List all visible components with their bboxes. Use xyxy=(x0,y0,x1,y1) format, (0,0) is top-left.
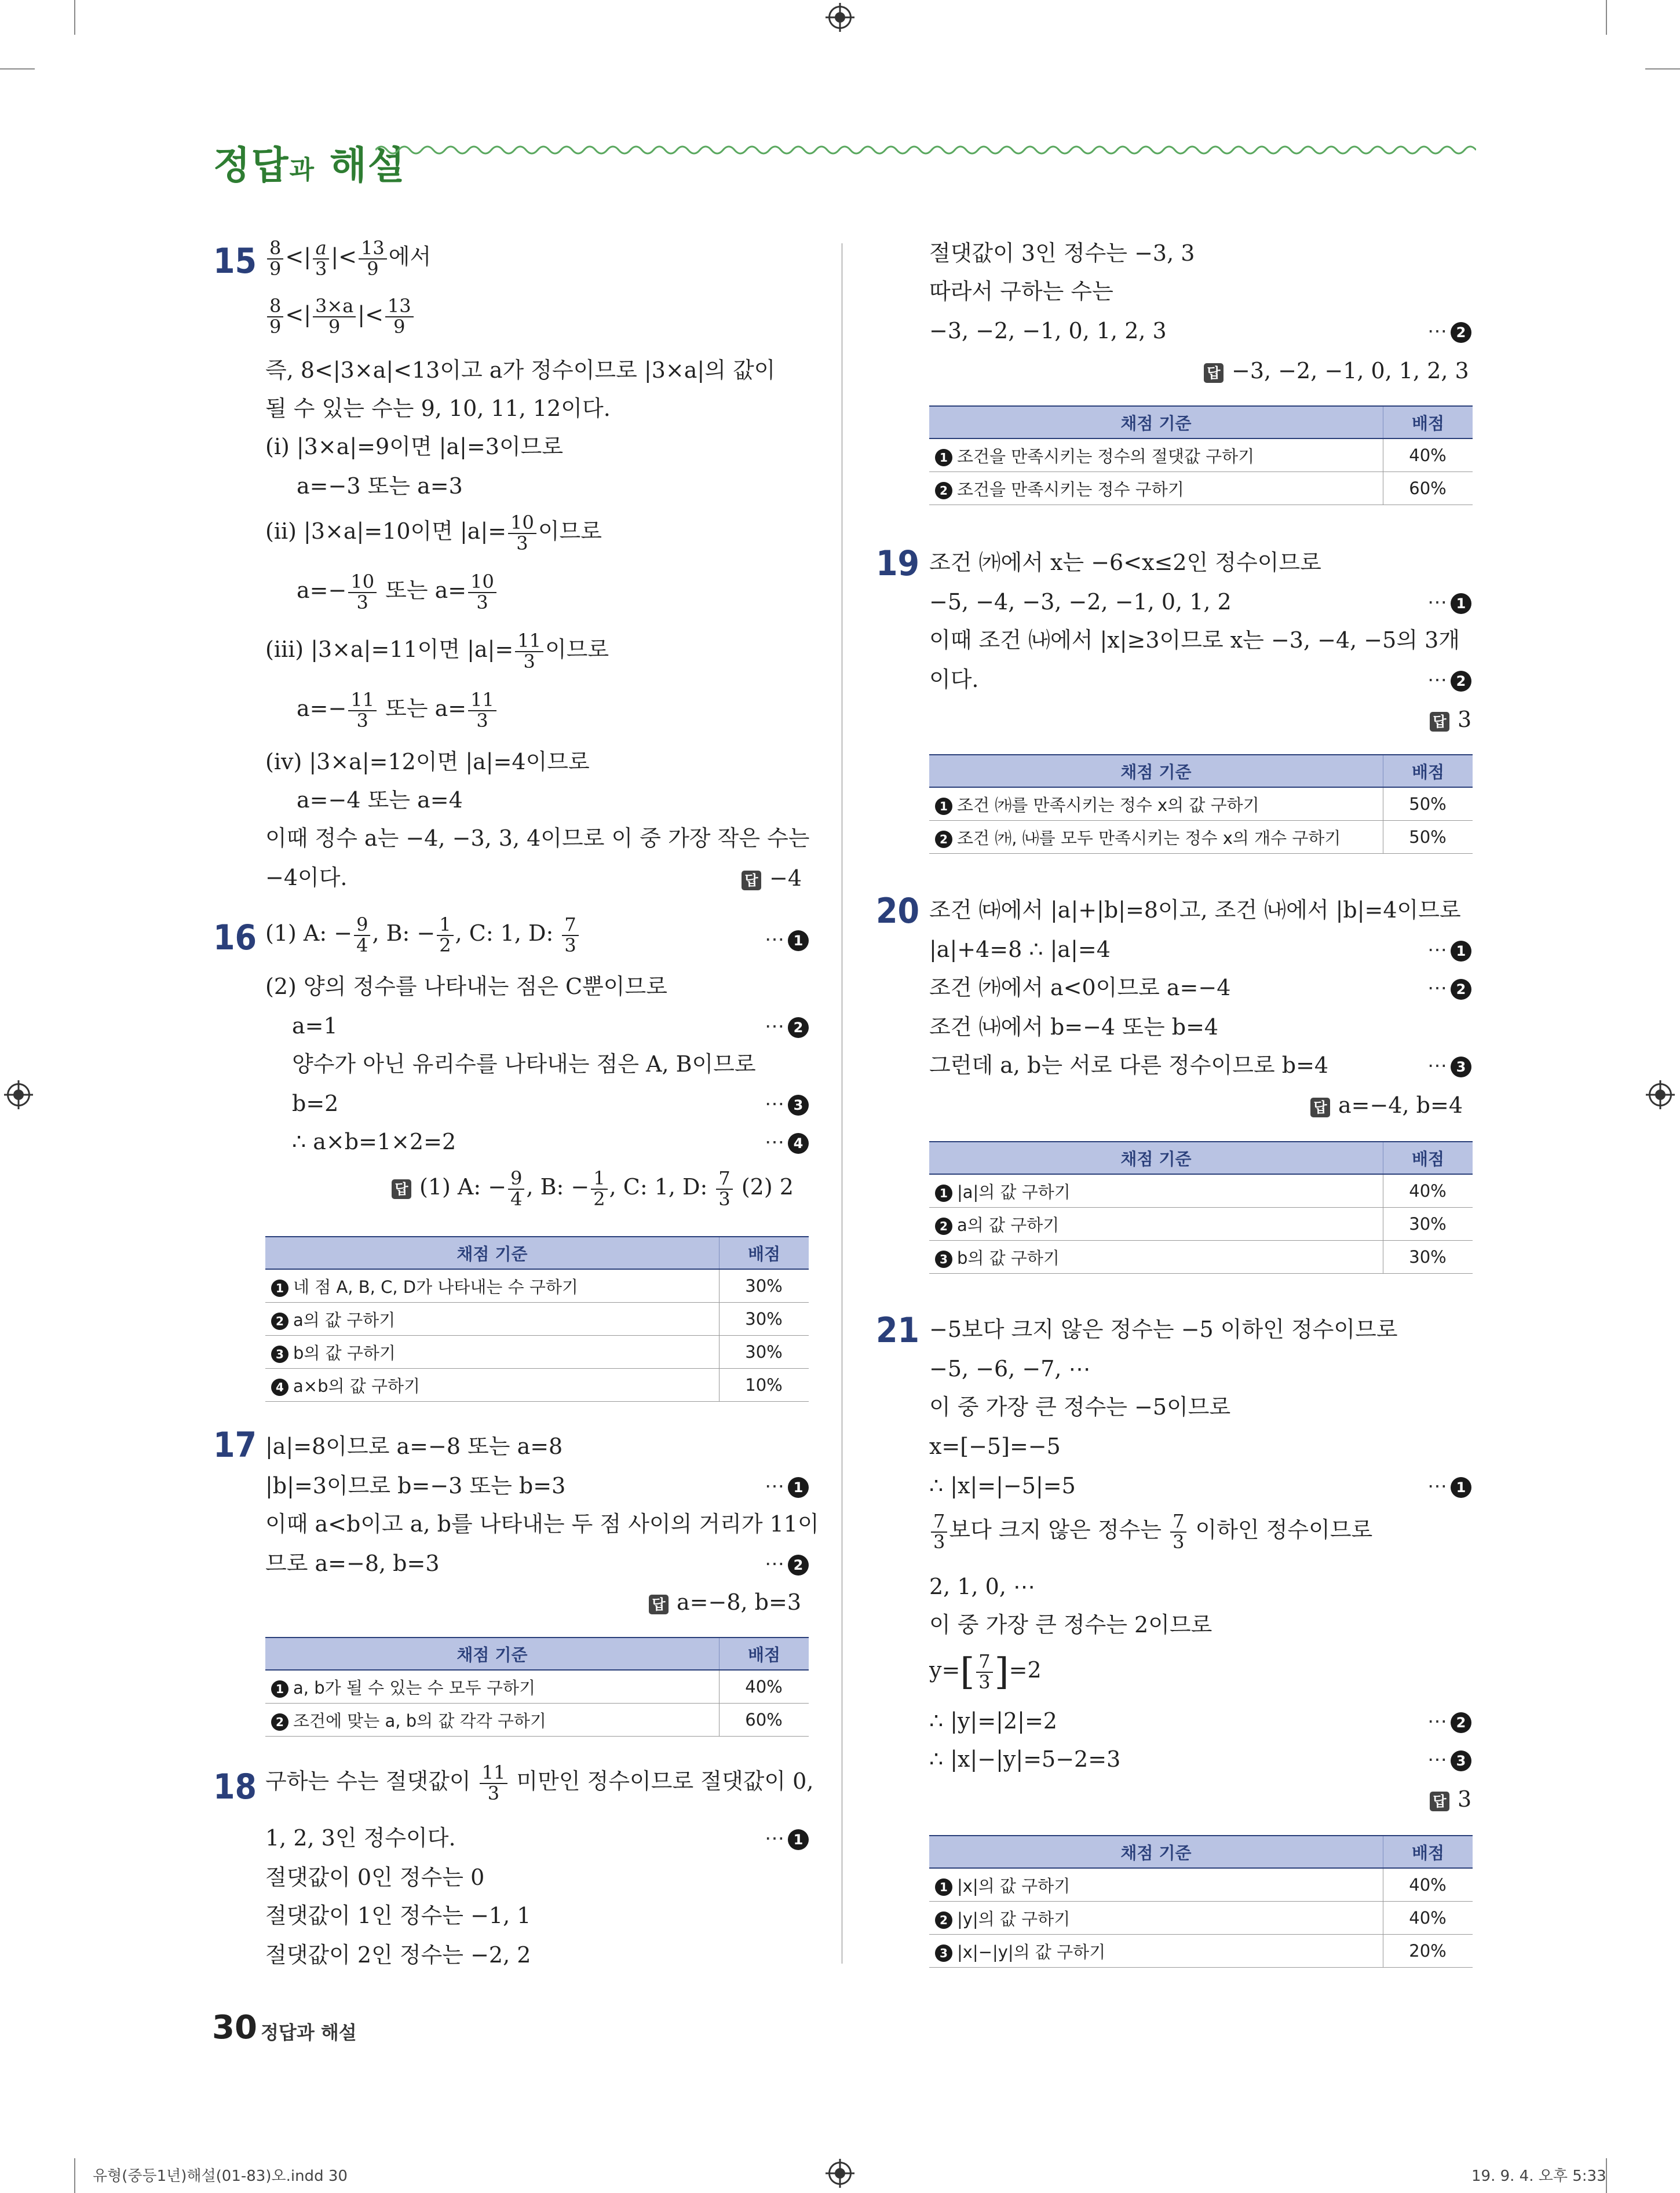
p16-line-4: 양수가 아닌 유리수를 나타내는 점은 A, B이므로 xyxy=(292,1051,756,1077)
p15-line-2: $\frac{8}{9}$ <| $\frac{3\times a}{9}$ |< $\frac{13}{9}$ xyxy=(265,297,415,337)
p18-line-4: 절댓값이 1인 정수는 −1, 1 xyxy=(265,1903,531,1928)
p15-case-3-result: a=− $\frac{11}{3}$ 또는 a= $\frac{11}{3}$ xyxy=(297,690,498,730)
p19-line-1: 조건 ㈎에서 x는 −6<x≤2인 정수이므로 xyxy=(929,550,1321,575)
p21-line-3: 이 중 가장 큰 정수는 −5이므로 xyxy=(929,1394,1231,1420)
p21-line-11: ∴ |x|−|y|=5−2=3 xyxy=(929,1746,1121,1772)
p17-line-1: |a|=8이므로 a=−8 또는 a=8 xyxy=(265,1434,563,1459)
p20-line-1: 조건 ㈐에서 |a|+|b|=8이고, 조건 ㈏에서 |b|=4이므로 xyxy=(929,897,1461,923)
p15-case-1-result: a=−3 또는 a=3 xyxy=(297,473,463,499)
p16-line-3: a=1 xyxy=(292,1013,338,1039)
p21-line-8: 이 중 가장 큰 정수는 2이므로 xyxy=(929,1612,1212,1638)
table-header: 채점 기준 xyxy=(929,1142,1383,1174)
p18-line-3: 절댓값이 0인 정수는 0 xyxy=(265,1865,485,1890)
p21-line-10: ∴ |y|=|2|=2 xyxy=(929,1708,1057,1734)
p21-line-4: x=[−5]=−5 xyxy=(929,1434,1061,1459)
p20-step-3: ⋯ 3 xyxy=(1427,1054,1471,1077)
p16-step-3: ⋯ 3 xyxy=(765,1092,809,1116)
print-slug-date: 19. 9. 4. 오후 5:33 xyxy=(1471,2168,1606,2185)
table-header: 배점 xyxy=(720,1638,809,1670)
p18-line-6: 절댓값이 3인 정수는 −3, 3 xyxy=(929,240,1195,266)
p21-line-7: 2, 1, 0, ⋯ xyxy=(929,1574,1036,1599)
p16-line-2: (2) 양의 정수를 나타내는 점은 C뿐이므로 xyxy=(265,974,667,999)
p15-case-3: (ⅲ) |3×a|=11이면 |a|= $\frac{11}{3}$ 이므로 xyxy=(265,630,609,672)
table-header: 채점 기준 xyxy=(929,1836,1383,1868)
crop-mark xyxy=(74,2158,75,2193)
p18-line-7: 따라서 구하는 수는 xyxy=(929,279,1113,304)
table-row: 2 |y|의 값 구하기 40% xyxy=(929,1902,1473,1935)
crop-mark xyxy=(1606,0,1607,35)
p21-scoring-table xyxy=(929,1835,1473,1968)
table-header: 채점 기준 xyxy=(929,406,1383,438)
table-row: 2 a의 값 구하기 30% xyxy=(265,1303,809,1336)
table-row: 3 b의 값 구하기 30% xyxy=(265,1336,809,1369)
p21-answer: 답 3 xyxy=(1430,1786,1471,1812)
table-row: 1 |a|의 값 구하기 40% xyxy=(929,1174,1473,1208)
p17-scoring-table xyxy=(265,1637,809,1737)
p18-step-1: ⋯ 1 xyxy=(765,1827,809,1850)
p20-line-2: |a|+4=8 ∴ |a|=4 xyxy=(929,937,1111,962)
p19-step-1: ⋯ 1 xyxy=(1427,591,1471,614)
table-row: 2 조건 ㈎, ㈏를 모두 만족시키는 정수 x의 개수 구하기 50% xyxy=(929,821,1473,854)
p17-line-4: 므로 a=−8, b=3 xyxy=(265,1551,440,1576)
p15-line-3: 즉, 8<|3×a|<13이고 a가 정수이므로 |3×a|의 값이 xyxy=(265,357,776,383)
table-row: 3 b의 값 구하기 30% xyxy=(929,1241,1473,1274)
p19-step-2: ⋯ 2 xyxy=(1427,668,1471,692)
p16-line-5: b=2 xyxy=(292,1091,339,1116)
column-divider xyxy=(841,243,843,1964)
table-header: 배점 xyxy=(1383,755,1473,787)
p16-step-2: ⋯ 2 xyxy=(765,1015,809,1038)
p21-line-6: $\frac{7}{3}$ 보다 크지 않은 정수는 $\frac{7}{3}$ 이하인 정수이므로 xyxy=(929,1512,1372,1552)
p21-line-2: −5, −6, −7, ⋯ xyxy=(929,1356,1091,1381)
problem-number-17: 17 xyxy=(213,1425,257,1465)
p16-step-4: ⋯ 4 xyxy=(765,1131,809,1154)
print-slug-file: 유형(중등1년)해설(01-83)오.indd 30 xyxy=(93,2168,348,2185)
p15-case-2-result: a=− $\frac{10}{3}$ 또는 a= $\frac{10}{3}$ xyxy=(297,572,498,612)
p20-line-4: 조건 ㈏에서 b=−4 또는 b=4 xyxy=(929,1014,1219,1040)
table-row: 4 a×b의 값 구하기 10% xyxy=(265,1369,809,1402)
p16-line-6: ∴ a×b=1×2=2 xyxy=(292,1129,456,1154)
p17-answer: 답 a=−8, b=3 xyxy=(649,1589,801,1615)
p15-case-2: (ⅱ) |3×a|=10이면 |a|= $\frac{10}{3}$ 이므로 xyxy=(265,511,602,554)
p18-line-1: 구하는 수는 절댓값이 $\frac{11}{3}$ 미만인 정수이므로 절댓값이 0, xyxy=(265,1761,814,1804)
p19-line-4: 이다. xyxy=(929,667,979,692)
problem-number-19: 19 xyxy=(876,543,920,584)
p15-answer: 답 −4 xyxy=(742,865,802,891)
registration-mark-icon xyxy=(828,6,852,29)
table-header: 채점 기준 xyxy=(929,755,1383,787)
p18-line-2: 1, 2, 3인 정수이다. xyxy=(265,1825,456,1851)
p21-line-9: y=[ $\frac{7}{3}$ ]=2 xyxy=(929,1650,1042,1694)
table-header: 배점 xyxy=(1383,406,1473,438)
table-row: 1 조건 ㈎를 만족시키는 정수 x의 값 구하기 50% xyxy=(929,787,1473,821)
p16-answer: 답 (1) A: − $\frac{9}{4}$ , B: − $\frac{1}{2}$ , C: 1, D: $\frac{7}{3}$ (2) 2 xyxy=(392,1169,794,1209)
problem-number-18: 18 xyxy=(213,1767,257,1807)
p19-scoring-table xyxy=(929,754,1473,854)
table-header: 채점 기준 xyxy=(265,1638,720,1670)
p18-step-2: ⋯ 2 xyxy=(1427,320,1471,343)
p15-case-4-result: a=−4 또는 a=4 xyxy=(297,787,463,813)
p18-answer: 답 −3, −2, −1, 0, 1, 2, 3 xyxy=(1204,358,1469,383)
table-header: 배점 xyxy=(1383,1836,1473,1868)
p15-line-5: 이때 정수 a는 −4, −3, 3, 4이므로 이 중 가장 작은 수는 xyxy=(265,825,810,851)
p17-step-2: ⋯ 2 xyxy=(765,1552,809,1576)
p17-step-1: ⋯ 1 xyxy=(765,1475,809,1498)
footer-label: 정답과 해설 xyxy=(261,2022,357,2044)
registration-mark-icon xyxy=(828,2162,852,2185)
p17-line-3: 이때 a<b이고 a, b를 나타내는 두 점 사이의 거리가 11이 xyxy=(265,1511,819,1537)
table-header: 배점 xyxy=(720,1237,809,1269)
crop-mark xyxy=(0,68,35,70)
table-row: 1 네 점 A, B, C, D가 나타내는 수 구하기 30% xyxy=(265,1269,809,1303)
table-header: 채점 기준 xyxy=(265,1237,720,1269)
p15-line-1: $\frac{8}{9}$ <| $\frac{a}{3}$ |< $\frac{13}{9}$ 에서 xyxy=(265,239,431,279)
p15-line-4: 될 수 있는 수는 9, 10, 11, 12이다. xyxy=(265,396,611,421)
page-number: 30 xyxy=(212,2009,257,2046)
p18-line-5: 절댓값이 2인 정수는 −2, 2 xyxy=(265,1942,531,1968)
crop-mark xyxy=(1645,68,1680,70)
p15-case-4: (ⅳ) |3×a|=12이면 |a|=4이므로 xyxy=(265,749,590,774)
p15-line-6: −4이다. xyxy=(265,865,348,890)
table-header: 배점 xyxy=(1383,1142,1473,1174)
crop-mark xyxy=(74,0,75,35)
p21-line-5: ∴ |x|=|−5|=5 xyxy=(929,1473,1076,1498)
p21-step-3: ⋯ 3 xyxy=(1427,1748,1471,1771)
p20-answer: 답 a=−4, b=4 xyxy=(1310,1092,1463,1118)
problem-number-16: 16 xyxy=(213,918,257,958)
p20-step-2: ⋯ 2 xyxy=(1427,977,1471,1000)
p20-line-5: 그런데 a, b는 서로 다른 정수이므로 b=4 xyxy=(929,1052,1329,1078)
table-row: 2 조건에 맞는 a, b의 값 각각 구하기 60% xyxy=(265,1704,809,1737)
table-row: 1 a, b가 될 수 있는 수 모두 구하기 40% xyxy=(265,1670,809,1704)
table-row: 2 a의 값 구하기 30% xyxy=(929,1208,1473,1241)
p19-line-3: 이때 조건 ㈏에서 |x|≥3이므로 x는 −3, −4, −5의 3개 xyxy=(929,627,1460,653)
table-row: 1 |x|의 값 구하기 40% xyxy=(929,1868,1473,1902)
table-row: 3 |x|−|y|의 값 구하기 20% xyxy=(929,1935,1473,1968)
registration-mark-icon xyxy=(1649,1083,1672,1106)
registration-mark-icon xyxy=(7,1083,30,1106)
p16-line-1: (1) A: − $\frac{9}{4}$ , B: − $\frac{1}{2}$ , C: 1, D: $\frac{7}{3}$ xyxy=(265,915,580,955)
p16-scoring-table xyxy=(265,1236,809,1402)
header-wave-rule xyxy=(375,141,1476,159)
p20-scoring-table xyxy=(929,1141,1473,1274)
p21-line-1: −5보다 크지 않은 정수는 −5 이하인 정수이므로 xyxy=(929,1317,1398,1342)
p21-step-1: ⋯ 1 xyxy=(1427,1475,1471,1498)
problem-number-21: 21 xyxy=(876,1310,920,1351)
p20-step-1: ⋯ 1 xyxy=(1427,938,1471,962)
p18-line-8: −3, −2, −1, 0, 1, 2, 3 xyxy=(929,318,1167,343)
p17-line-2: |b|=3이므로 b=−3 또는 b=3 xyxy=(265,1473,566,1498)
p19-line-2: −5, −4, −3, −2, −1, 0, 1, 2 xyxy=(929,589,1232,615)
p15-case-1: (ⅰ) |3×a|=9이면 |a|=3이므로 xyxy=(265,434,564,459)
table-row: 2 조건을 만족시키는 정수 구하기 60% xyxy=(929,472,1473,505)
p20-line-3: 조건 ㈎에서 a<0이므로 a=−4 xyxy=(929,975,1231,1000)
page-header-title: 정답과 해설 xyxy=(213,143,406,188)
problem-number-20: 20 xyxy=(876,891,920,931)
p16-step-1: ⋯ 1 xyxy=(765,928,809,951)
problem-number-15: 15 xyxy=(213,241,257,282)
p21-step-2: ⋯ 2 xyxy=(1427,1710,1471,1733)
p19-answer: 답 3 xyxy=(1430,707,1471,732)
p18-scoring-table xyxy=(929,405,1473,505)
table-row: 1 조건을 만족시키는 정수의 절댓값 구하기 40% xyxy=(929,438,1473,472)
